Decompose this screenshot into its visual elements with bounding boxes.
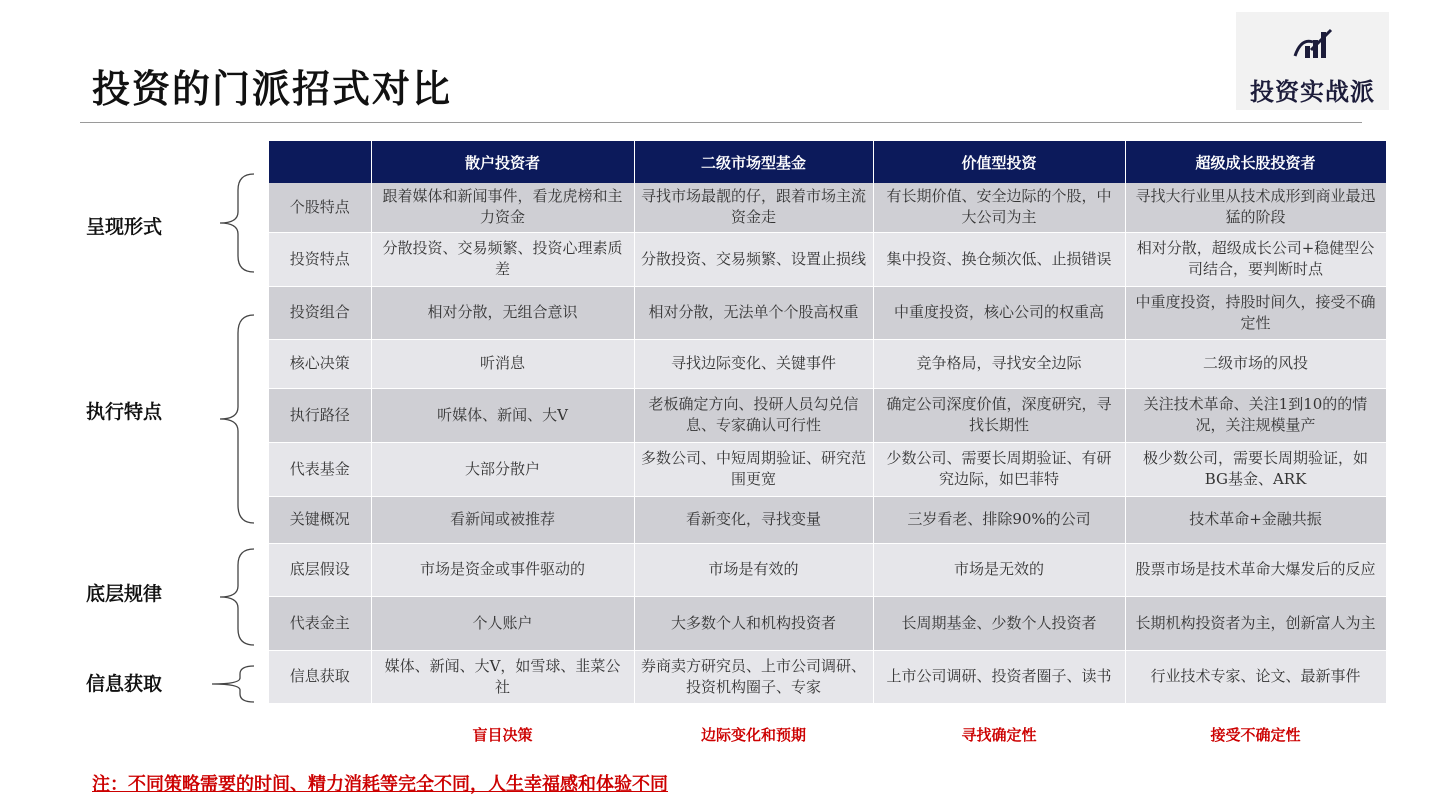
page-title: 投资的门派招式对比 bbox=[92, 66, 453, 111]
row-label: 信息获取 bbox=[269, 650, 371, 703]
summary-growth: 接受不确定性 bbox=[1210, 726, 1301, 744]
table-cell: 个人账户 bbox=[371, 596, 634, 650]
table-cell: 长期机构投资者为主，创新富人为主 bbox=[1125, 596, 1386, 650]
table-cell: 极少数公司，需要长周期验证，如BG基金、ARK bbox=[1125, 442, 1386, 496]
table-cell: 相对分散，超级成长公司+稳健型公司结合，要判断时点 bbox=[1125, 232, 1386, 286]
table-row bbox=[269, 650, 1386, 703]
table-cell: 关注技术革命、关注1到10的的情况，关注规模量产 bbox=[1125, 388, 1386, 442]
brace-icon bbox=[212, 172, 258, 274]
row-label: 关键概况 bbox=[269, 496, 371, 543]
category-label-execution: 执行特点 bbox=[86, 401, 163, 423]
table-row bbox=[269, 442, 1386, 496]
comparison-table bbox=[269, 141, 1387, 704]
table-cell: 确定公司深度价值，深度研究，寻找长期性 bbox=[873, 388, 1125, 442]
table-cell: 听媒体、新闻、大V bbox=[371, 388, 634, 442]
table-cell: 多数公司、中短周期验证、研究范围更宽 bbox=[634, 442, 873, 496]
row-label: 代表金主 bbox=[269, 596, 371, 650]
table-cell: 少数公司、需要长周期验证、有研究边际，如巴菲特 bbox=[873, 442, 1125, 496]
table-cell: 看新变化，寻找变量 bbox=[634, 496, 873, 543]
table-cell: 老板确定方向、投研人员勾兑信息、专家确认可行性 bbox=[634, 388, 873, 442]
table-row bbox=[269, 496, 1386, 543]
header-value: 价值型投资 bbox=[873, 141, 1125, 183]
table-cell: 行业技术专家、论文、最新事件 bbox=[1125, 650, 1386, 703]
table-row bbox=[269, 286, 1386, 339]
row-label: 底层假设 bbox=[269, 543, 371, 596]
header-retail: 散户投资者 bbox=[371, 141, 634, 183]
logo-text: 投资实战派 bbox=[1250, 77, 1375, 106]
table-cell: 上市公司调研、投资者圈子、读书 bbox=[873, 650, 1125, 703]
summary-value: 寻找确定性 bbox=[961, 726, 1037, 744]
summary-secondary-fund: 边际变化和预期 bbox=[700, 726, 806, 744]
header-blank bbox=[269, 141, 371, 183]
table-cell: 媒体、新闻、大V，如雪球、韭菜公社 bbox=[371, 650, 634, 703]
table-row bbox=[269, 543, 1386, 596]
row-label: 代表基金 bbox=[269, 442, 371, 496]
table-row bbox=[269, 232, 1386, 286]
table-cell: 中重度投资，核心公司的权重高 bbox=[873, 286, 1125, 339]
table-cell: 市场是有效的 bbox=[634, 543, 873, 596]
table-cell: 听消息 bbox=[371, 339, 634, 388]
table-cell: 相对分散，无法单个个股高权重 bbox=[634, 286, 873, 339]
row-label: 投资特点 bbox=[269, 232, 371, 286]
table-header-row bbox=[269, 141, 1386, 183]
table-cell: 集中投资、换仓频次低、止损错误 bbox=[873, 232, 1125, 286]
table-row bbox=[269, 183, 1386, 232]
table-cell: 中重度投资，持股时间久，接受不确定性 bbox=[1125, 286, 1386, 339]
category-label-information: 信息获取 bbox=[86, 673, 163, 695]
row-label: 个股特点 bbox=[269, 183, 371, 232]
table-cell: 市场是资金或事件驱动的 bbox=[371, 543, 634, 596]
header-secondary-fund: 二级市场型基金 bbox=[634, 141, 873, 183]
table-cell: 看新闻或被推荐 bbox=[371, 496, 634, 543]
logo bbox=[1236, 12, 1389, 110]
table-cell: 寻找边际变化、关键事件 bbox=[634, 339, 873, 388]
table-row bbox=[269, 596, 1386, 650]
summary-retail: 盲目决策 bbox=[472, 726, 533, 744]
table-cell: 股票市场是技术革命大爆发后的反应 bbox=[1125, 543, 1386, 596]
table-cell: 二级市场的风投 bbox=[1125, 339, 1386, 388]
table-cell: 寻找市场最靓的仔，跟着市场主流资金走 bbox=[634, 183, 873, 232]
table-cell: 长周期基金、少数个人投资者 bbox=[873, 596, 1125, 650]
category-label-presentation: 呈现形式 bbox=[86, 216, 163, 238]
table-cell: 相对分散，无组合意识 bbox=[371, 286, 634, 339]
table-row bbox=[269, 388, 1386, 442]
row-label: 投资组合 bbox=[269, 286, 371, 339]
table-cell: 券商卖方研究员、上市公司调研、投资机构圈子、专家 bbox=[634, 650, 873, 703]
table-cell: 有长期价值、安全边际的个股，中大公司为主 bbox=[873, 183, 1125, 232]
footnote: 注：不同策略需要的时间、精力消耗等完全不同，人生幸福感和体验不同 bbox=[92, 774, 668, 795]
table-cell: 大多数个人和机构投资者 bbox=[634, 596, 873, 650]
table-cell: 分散投资、交易频繁、设置止损线 bbox=[634, 232, 873, 286]
table-cell: 大部分散户 bbox=[371, 442, 634, 496]
table-cell: 跟着媒体和新闻事件，看龙虎榜和主力资金 bbox=[371, 183, 634, 232]
header-growth: 超级成长股投资者 bbox=[1125, 141, 1386, 183]
chart-bars-icon bbox=[1291, 26, 1335, 62]
brace-icon bbox=[208, 664, 258, 704]
row-label: 执行路径 bbox=[269, 388, 371, 442]
brace-icon bbox=[212, 313, 258, 525]
brace-icon bbox=[212, 547, 258, 647]
table-cell: 市场是无效的 bbox=[873, 543, 1125, 596]
table-row bbox=[269, 339, 1386, 388]
table-cell: 竞争格局，寻找安全边际 bbox=[873, 339, 1125, 388]
row-label: 核心决策 bbox=[269, 339, 371, 388]
category-label-underlying: 底层规律 bbox=[86, 583, 163, 605]
table-cell: 分散投资、交易频繁、投资心理素质差 bbox=[371, 232, 634, 286]
table-cell: 寻找大行业里从技术成形到商业最迅猛的阶段 bbox=[1125, 183, 1386, 232]
title-divider bbox=[80, 122, 1362, 123]
table-cell: 三岁看老、排除90%的公司 bbox=[873, 496, 1125, 543]
table-cell: 技术革命+金融共振 bbox=[1125, 496, 1386, 543]
